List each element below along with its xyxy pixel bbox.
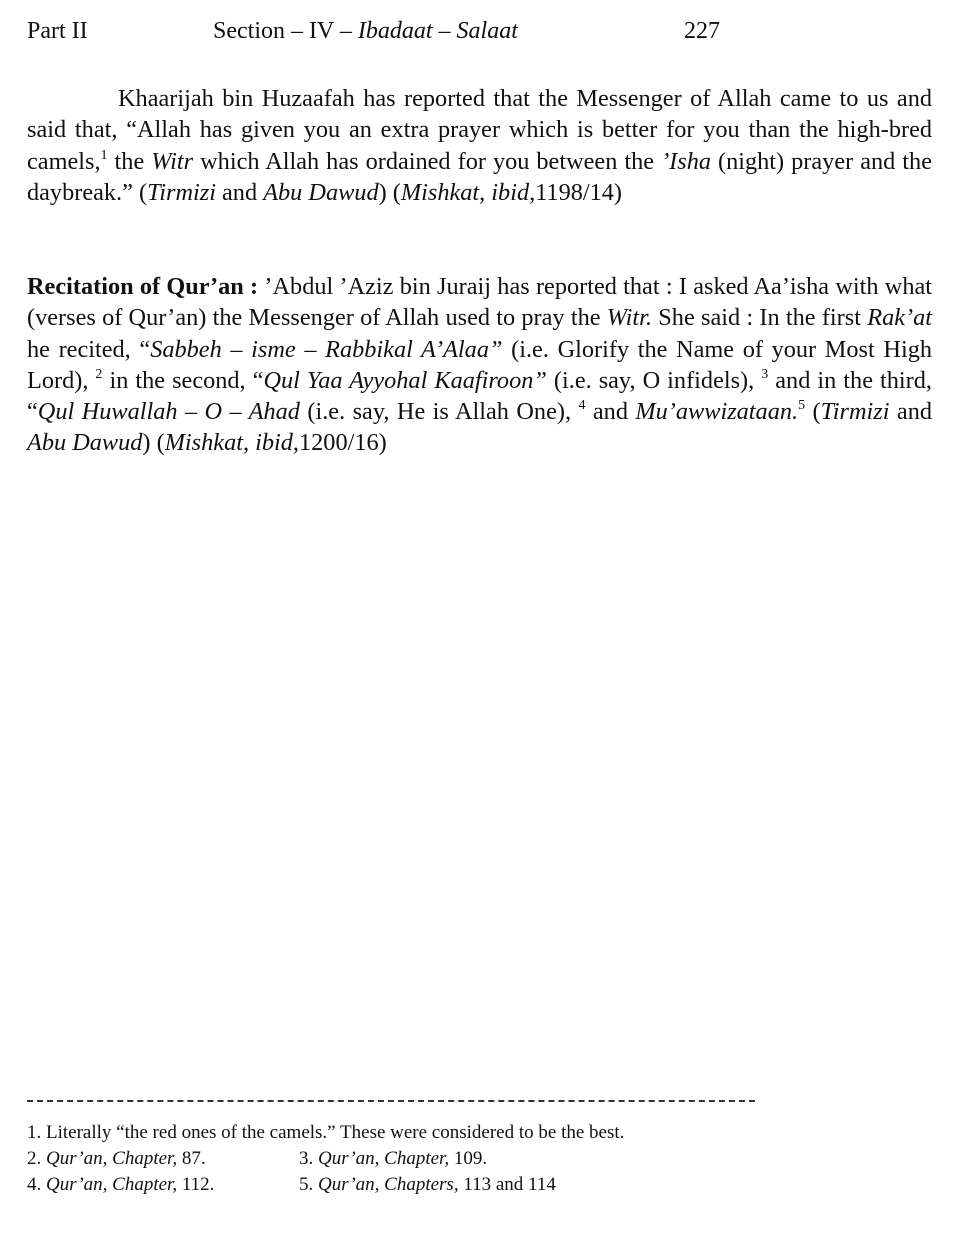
text-run: (night) prayer and the daybreak.” (	[27, 147, 932, 206]
part-label: Part II	[27, 18, 88, 44]
footnote-source: Qur’an, Chapter,	[318, 1148, 450, 1169]
source-abu-dawud: Abu Dawud	[27, 429, 143, 457]
source-abu-dawud: Abu Dawud	[263, 178, 379, 206]
text-run: Khaarijah bin Huzaafah has reported that the Messenger of Allah came to us and said that, “Allah has given you an extra prayer which is better for you than the high-bred camels,	[27, 85, 932, 175]
footnote-source: Qur’an, Chapter,	[46, 1148, 178, 1169]
footnote-5	[299, 1172, 556, 1198]
text-run: (	[805, 398, 821, 426]
text-run: which Allah has ordained for you between the	[193, 147, 662, 175]
text-run: in the second, “	[102, 366, 264, 394]
footnote-divider	[27, 1100, 755, 1102]
surah-sabbeh: Sabbeh – isme – Rabbikal A’Alaa”	[150, 335, 503, 363]
text-run: (i.e. Glorify the Name of your Most High Lord),	[27, 335, 932, 394]
reference-number: 1200/16)	[299, 429, 387, 457]
footnote-value: 112.	[181, 1174, 215, 1195]
paragraph-witr-hadith	[27, 83, 932, 208]
footnote-value: 113 and 114	[463, 1174, 556, 1195]
footnote-1	[27, 1120, 927, 1146]
text-run: and	[889, 398, 933, 426]
footnotes	[27, 1120, 927, 1198]
source-tirmizi: Tirmizi	[147, 178, 216, 206]
footnote-number: 3.	[299, 1148, 314, 1169]
text-run: he recited, “	[27, 335, 151, 363]
section-title-italic: Ibadaat – Salaat	[357, 18, 518, 44]
text-run: the	[107, 147, 152, 175]
recitation-heading: Recitation of Qur’an :	[27, 273, 265, 300]
footnote-row-2-3	[27, 1146, 927, 1172]
text-run: and	[585, 398, 636, 426]
surah-ikhlas: Qul Huwallah – O – Ahad	[37, 398, 300, 426]
text-run: She said : In the first	[652, 304, 868, 332]
footnote-row-4-5	[27, 1172, 927, 1198]
footnote-number: 5.	[299, 1174, 314, 1195]
footnote-4	[27, 1172, 214, 1198]
term-witr: Witr	[151, 147, 194, 175]
term-isha: ’Isha	[661, 147, 711, 175]
footnote-number: 4.	[27, 1174, 42, 1195]
source-mishkat: Mishkat, ibid,	[400, 178, 536, 206]
footnote-ref-1: 1	[100, 147, 108, 163]
term-witr: Witr.	[606, 304, 653, 332]
text-run: and	[215, 178, 264, 206]
text-run: ) (	[378, 178, 401, 206]
surah-kaafiroon: Qul Yaa Ayyohal Kaafiroon”	[263, 366, 547, 394]
running-header	[0, 18, 960, 52]
footnote-number: 2.	[27, 1148, 42, 1169]
footnote-source: Qur’an, Chapters,	[318, 1174, 459, 1195]
reference-number: 1198/14)	[535, 178, 623, 206]
surah-muawwizataan: Mu’awwizataan.	[635, 398, 799, 426]
text-run: ) (	[142, 429, 165, 457]
text-run: and in the third, “	[27, 366, 932, 426]
footnote-number: 1.	[27, 1122, 42, 1143]
footnote-ref-3: 3	[761, 366, 769, 382]
text-run: (i.e. say, O infidels),	[546, 366, 762, 394]
term-rakat: Rak’at	[867, 304, 932, 332]
text-run: (i.e. say, He is Allah One),	[299, 398, 579, 426]
footnote-ref-5: 5	[798, 398, 806, 414]
footnote-3	[299, 1146, 487, 1172]
section-title	[213, 18, 518, 45]
section-title-prefix: Section – IV –	[213, 18, 358, 44]
footnote-value: 87.	[181, 1148, 206, 1169]
paragraph-recitation	[27, 271, 932, 459]
footnote-2	[27, 1146, 206, 1172]
footnote-ref-4: 4	[578, 398, 586, 414]
source-tirmizi: Tirmizi	[820, 398, 890, 426]
footnote-source: Qur’an, Chapter,	[46, 1174, 178, 1195]
source-mishkat: Mishkat, ibid,	[164, 429, 299, 457]
text-run: ’Abdul ’Aziz bin Juraij has reported that : I asked Aa’isha with what (verses of Qur’an) the Messenger of Allah used to pray the	[27, 273, 933, 332]
footnote-text: Literally “the red ones of the camels.” These were considered to be the best.	[46, 1122, 625, 1143]
footnote-1-content	[27, 1120, 624, 1146]
footnote-value: 109.	[453, 1148, 488, 1169]
page-number: 227	[684, 18, 720, 44]
footnote-ref-2: 2	[95, 366, 103, 382]
